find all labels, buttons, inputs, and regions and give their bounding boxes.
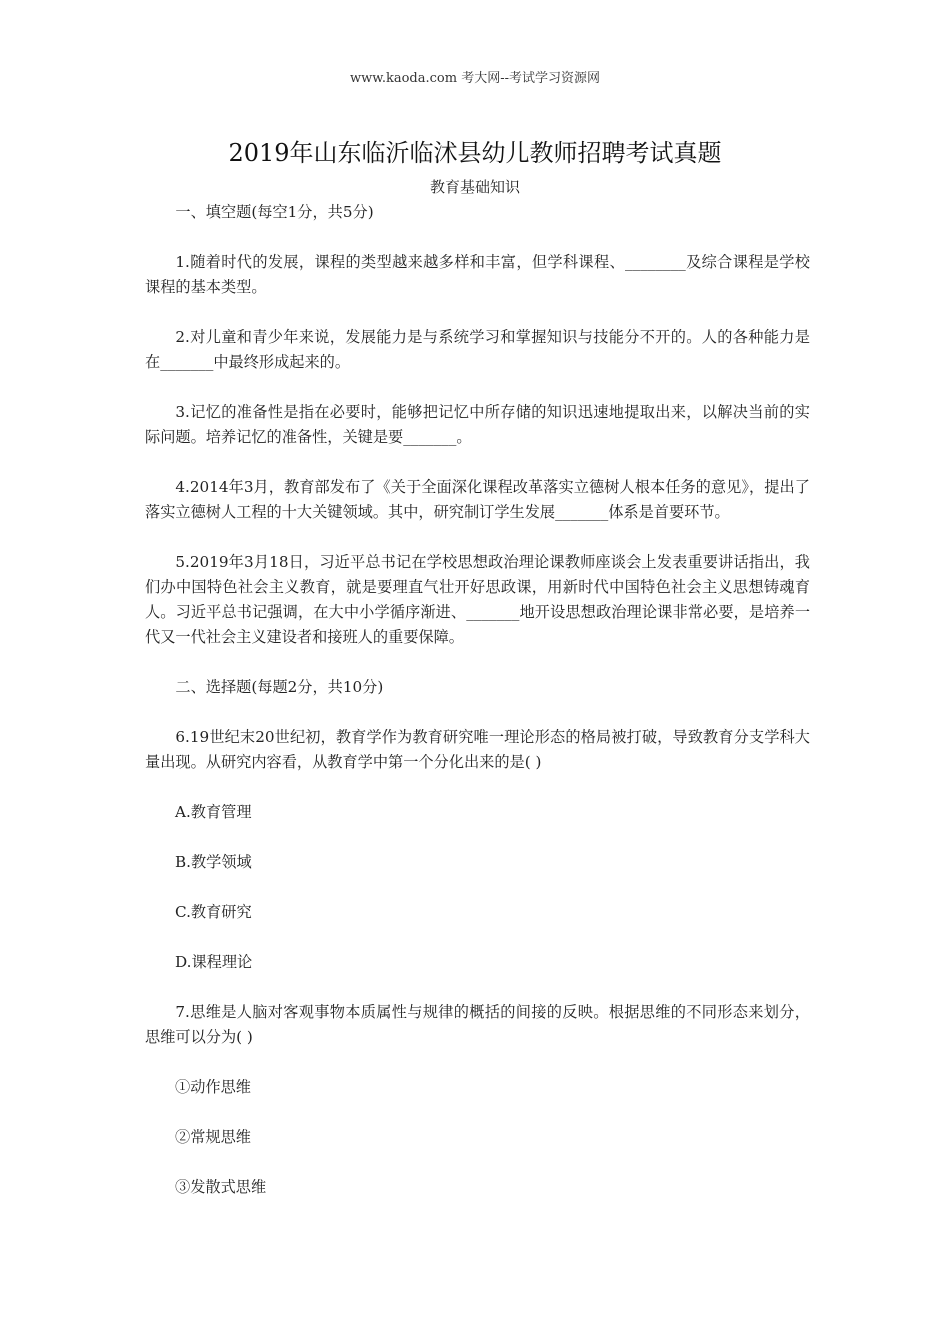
- site-header-line: www.kaoda.com 考大网--考试学习资源网: [350, 71, 600, 86]
- question-5: 5.2019年3月18日，习近平总书记在学校思想政治理论课教师座谈会上发表重要讲话指出，我们办中国特色社会主义教育，就是要理直气壮开好思政课，用新时代中国特色社会主义思想铸魂育人。习近平总书记强调，在大中小学循序渐进、_______地开设思想政治理论课非常必要，是培养一代又一代社会主义建设者和接班人的重要保障。: [145, 553, 810, 646]
- question-6-option-b: B.教学领域: [175, 853, 252, 871]
- question-6-option-c: C.教育研究: [175, 903, 252, 921]
- question-1: 1.随着时代的发展，课程的类型越来越多样和丰富，但学科课程、________及综合课程是学校课程的基本类型。: [145, 253, 810, 296]
- document-title: 2019年山东临沂临沭县幼儿教师招聘考试真题: [228, 139, 722, 167]
- section-heading-choice: 二、选择题(每题2分，共10分): [175, 678, 384, 696]
- question-6-option-d: D.课程理论: [175, 953, 253, 971]
- question-3: 3.记忆的准备性是指在必要时，能够把记忆中所存储的知识迅速地提取出来，以解决当前的实际问题。培养记忆的准备性，关键是要_______。: [145, 403, 810, 446]
- section-heading-fill-blank: 一、填空题(每空1分，共5分): [175, 203, 374, 221]
- question-7-option-1: ①动作思维: [175, 1078, 251, 1096]
- question-6-stem: 6.19世纪末20世纪初，教育学作为教育研究唯一理论形态的格局被打破，导致教育分支学科大量出现。从研究内容看，从教育学中第一个分化出来的是( ): [145, 728, 810, 771]
- question-7-stem: 7.思维是人脑对客观事物本质属性与规律的概括的间接的反映。根据思维的不同形态来划分，思维可以分为( ): [145, 1003, 810, 1046]
- question-2: 2.对儿童和青少年来说，发展能力是与系统学习和掌握知识与技能分不开的。人的各种能力是在_______中最终形成起来的。: [145, 328, 810, 371]
- question-6-option-a: A.教育管理: [175, 803, 252, 821]
- document-subtitle: 教育基础知识: [429, 178, 520, 196]
- question-7-option-2: ②常规思维: [175, 1128, 251, 1146]
- document-body: [145, 200, 810, 1200]
- question-4: 4.2014年3月，教育部发布了《关于全面深化课程改革落实立德树人根本任务的意见》，提出了落实立德树人工程的十大关键领域。其中，研究制订学生发展_______体系是首要环节。: [145, 478, 810, 521]
- question-7-option-3: ③发散式思维: [175, 1178, 267, 1196]
